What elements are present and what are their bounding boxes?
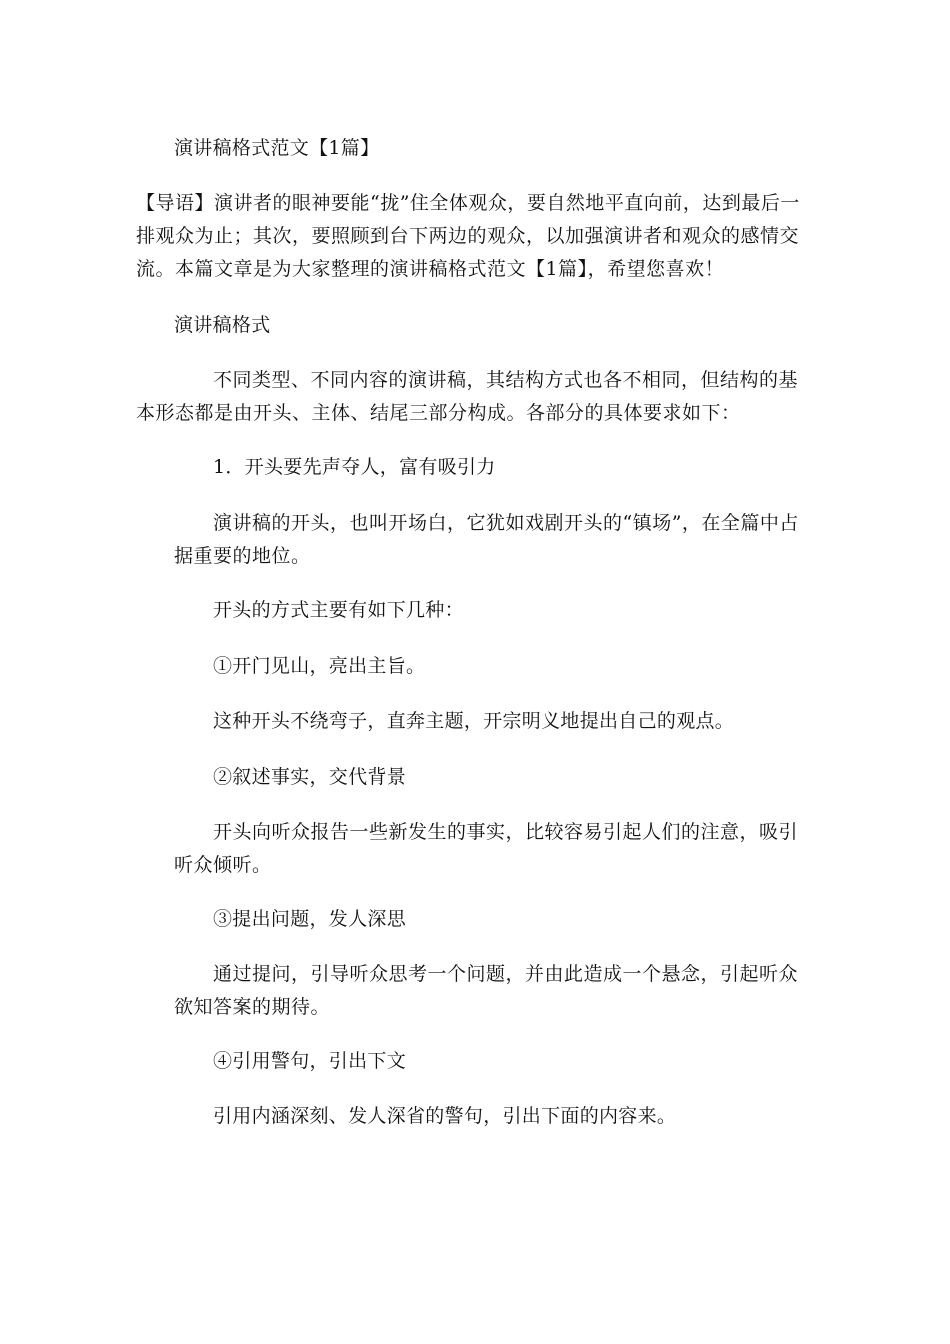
paragraph-text: 演讲稿的开头，也叫开场白，它犹如戏剧开头的“镇场”，在全篇中占据重要的地位。 [174, 512, 799, 567]
paragraph-text: 不同类型、不同内容的演讲稿，其结构方式也各不相同，但结构的基本形态都是由开头、主体、结尾三部分构成。各部分的具体要求如下： [136, 369, 799, 424]
body-paragraph: 引用内涵深刻、发人深省的警句，引出下面的内容来。 [213, 1105, 677, 1127]
body-paragraph: 这种开头不绕弯子，直奔主题，开宗明义地提出自己的观点。 [213, 710, 735, 732]
section-heading: 演讲稿格式 [174, 314, 271, 336]
list-item-heading: ②叙述事实，交代背景 [213, 766, 407, 788]
intro-paragraph [136, 187, 814, 286]
paragraph-text: 开头向听众报告一些新发生的事实，比较容易引起人们的注意，吸引听众倾听。 [174, 821, 799, 876]
document-title: 演讲稿格式范文【1篇】 [174, 137, 380, 159]
paragraph-text: 通过提问，引导听众思考一个问题，并由此造成一个悬念，引起听众欲知答案的期待。 [174, 963, 799, 1018]
list-item-heading: ④引用警句，引出下文 [213, 1050, 407, 1072]
intro-text: 【导语】演讲者的眼神要能“拢”住全体观众，要自然地平直向前，达到最后一排观众为止；其次，要照顾到台下两边的观众，以加强演讲者和观众的感情交流。本篇文章是为大家整理的演讲稿格式范文【1篇】，希望您喜欢！ [136, 192, 800, 280]
list-item-heading: ③提出问题，发人深思 [213, 908, 407, 930]
body-paragraph [174, 507, 814, 573]
list-item-heading: ①开门见山，亮出主旨。 [213, 655, 426, 677]
body-paragraph [174, 816, 814, 882]
body-paragraph: 开头的方式主要有如下几种： [213, 599, 464, 621]
body-paragraph [136, 364, 814, 430]
subheading: 1．开头要先声夺人，富有吸引力 [213, 456, 496, 478]
body-paragraph [174, 958, 814, 1024]
